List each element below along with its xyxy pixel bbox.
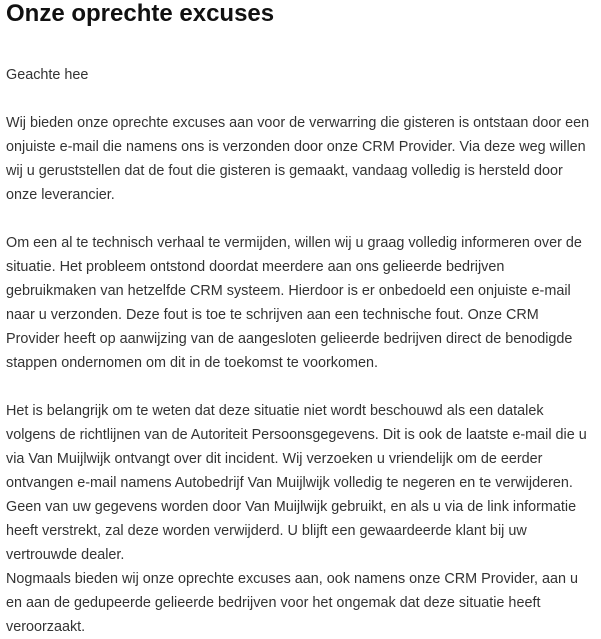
greeting-text: Geachte hee	[6, 67, 89, 83]
redacted-name	[89, 68, 103, 80]
paragraph-closing: Nogmaals bieden wij onze oprechte excuses aan, ook namens onze CRM Provider, aan u en aan de gedupeerde gelieerde bedrijven voor het ongemak dat deze situatie heeft veroorzaakt.	[6, 571, 578, 635]
paragraph-no-datalek: Het is belangrijk om te weten dat deze situatie niet wordt beschouwd als een datalek volgens de richtlijnen van de Autoriteit Persoonsgegevens. Dit is ook de laatste e-mail die u via Van Muijlwijk ontvangt over dit incident. Wij verzoeken u vriendelijk om de eerder ontvangen e-mail namens Autobedrijf Van Muijlwijk volledig te negeren en te verwijderen. Geen van uw gegevens worden door Van Muijlwijk gebruikt, en als u via de link informatie heeft verstrekt, zal deze worden verwijderd. U blijft een gewaardeerde klant bij uw vertrouwde dealer.	[6, 403, 587, 563]
email-title: Onze oprechte excuses	[6, 0, 275, 27]
greeting	[6, 63, 596, 87]
paragraph-apology: Wij bieden onze oprechte excuses aan voor de verwarring die gisteren is ontstaan door een onjuiste e-mail die namens ons is verzonden door onze CRM Provider. Via deze weg willen wij u geruststellen dat de fout die gisteren is gemaakt, vandaag volledig is hersteld door onze leverancier.	[6, 115, 590, 203]
paragraph-explanation: Om een al te technisch verhaal te vermijden, willen wij u graag volledig informeren over de situatie. Het probleem ontstond doordat meerdere aan ons gelieerde bedrijven gebruikmaken van hetzelfde CRM systeem. Hierdoor is er onbedoeld een onjuiste e-mail naar u verzonden. Deze fout is toe te schrijven aan een technische fout. Onze CRM Provider heeft op aanwijzing van de aangesloten gelieerde bedrijven direct de benodigde stappen ondernomen om dit in de toekomst te voorkomen.	[6, 235, 582, 371]
